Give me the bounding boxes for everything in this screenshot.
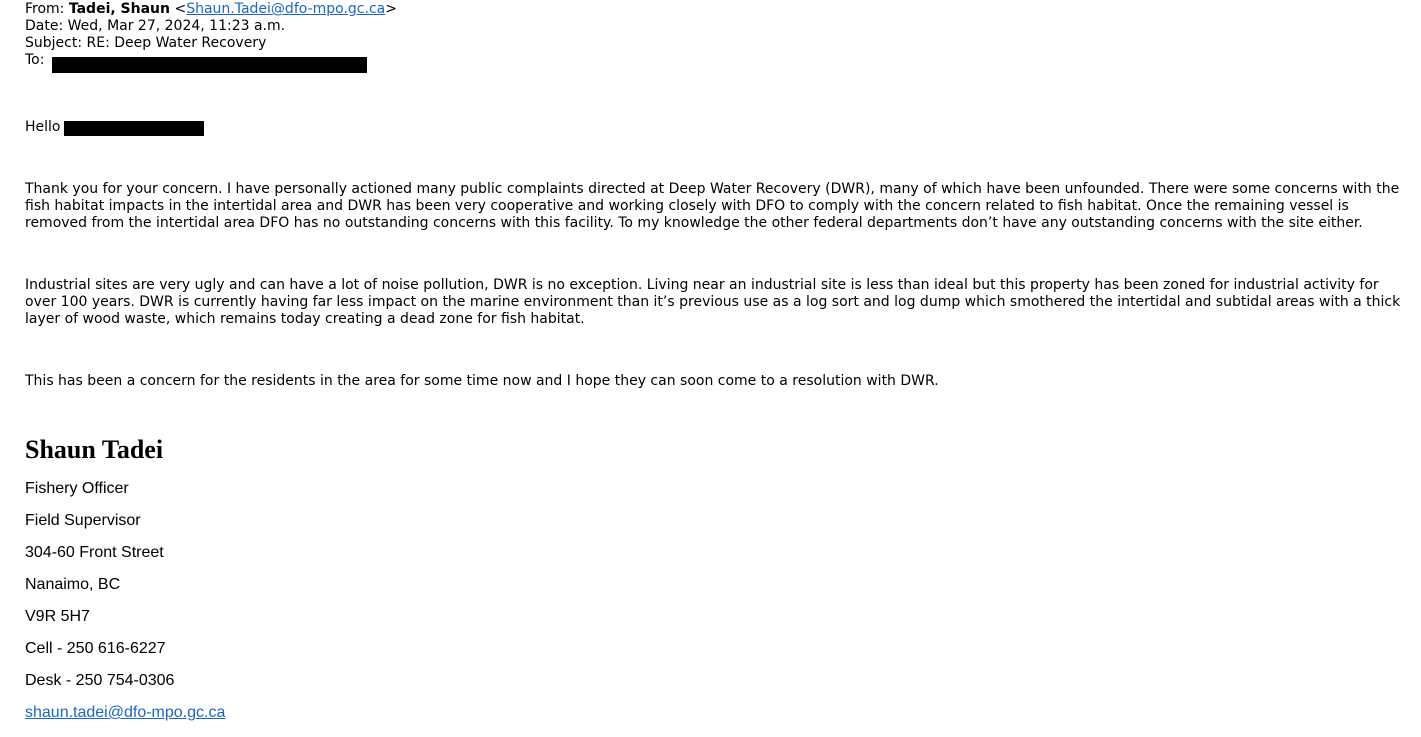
signature-street: 304-60 Front Street (25, 544, 164, 561)
to-label: To: (25, 52, 45, 68)
from-name: Tadei, Shaun (68, 1, 170, 17)
redacted-recipient-name (64, 121, 204, 136)
body-paragraph-2: Industrial sites are very ugly and can have a lot of noise pollution, DWR is no exception. Living near an industrial site is less than ideal but this property has been zoned for industrial activity for over 100 years. DWR is currently having far less impact on the marine environment than it’s previous use as a log sort and log dump which smothered the intertidal and subtidal areas with a thick layer of wood waste, which remains today creating a dead zone for fish habitat. (25, 277, 1401, 327)
date-value: Wed, Mar 27, 2024, 11:23 a.m. (67, 18, 286, 34)
redacted-recipient (52, 57, 367, 73)
date-row (25, 18, 397, 35)
subject-value: RE: Deep Water Recovery (86, 35, 267, 51)
signature-name: Shaun Tadei (25, 435, 164, 464)
signature-desk-phone: Desk - 250 754-0306 (25, 672, 175, 689)
greeting-text: Hello (25, 119, 61, 135)
body-paragraph-3: This has been a concern for the residents in the area for some time now and I hope they can soon come to a resolution with DWR. (25, 373, 939, 389)
body-paragraph-1: Thank you for your concern. I have personally actioned many public complaints directed at Deep Water Recovery (DWR), many of which have been unfounded. There were some concerns with the fish habitat impacts in the intertidal area and DWR has been very cooperative and working closely with DFO to comply with the concern related to fish habitat. Once the remaining vessel is removed from the intertidal area DFO has no outstanding concerns with this facility. To my knowledge the other federal departments don’t have any outstanding concerns with the site either. (25, 181, 1400, 231)
signature-city: Nanaimo, BC (25, 576, 121, 593)
date-label: Date: (25, 18, 64, 34)
from-row (25, 1, 397, 18)
subject-row (25, 35, 397, 52)
from-email-link[interactable]: Shaun.Tadei@dfo-mpo.gc.ca (186, 1, 386, 17)
signature-cell-phone: Cell - 250 616-6227 (25, 640, 166, 657)
from-email-open-bracket: < (174, 1, 187, 17)
signature-postal-code: V9R 5H7 (25, 608, 90, 625)
greeting (25, 119, 61, 136)
signature-email-link[interactable]: shaun.tadei@dfo-mpo.gc.ca (25, 704, 226, 721)
from-label: From: (25, 1, 65, 17)
from-email-close-bracket: > (385, 1, 397, 17)
signature-title: Fishery Officer (25, 480, 129, 497)
signature-role: Field Supervisor (25, 512, 141, 529)
subject-label: Subject: (25, 35, 83, 51)
